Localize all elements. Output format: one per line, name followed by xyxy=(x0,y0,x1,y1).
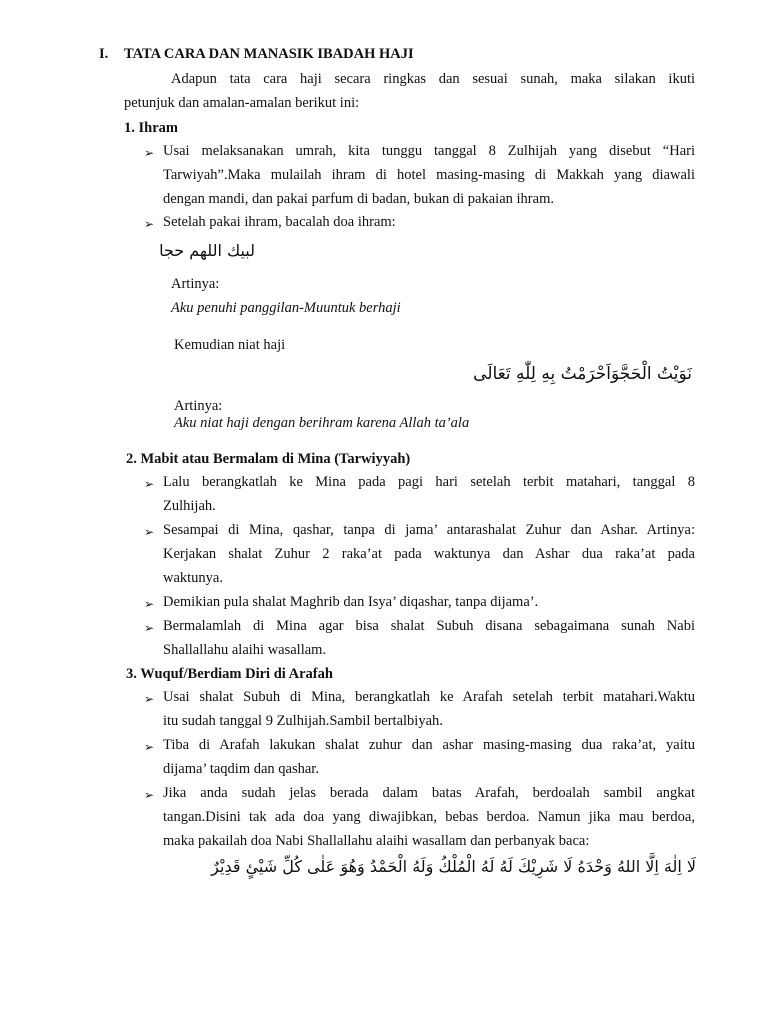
section-number: I. xyxy=(99,46,109,62)
wuquf-bullet3-line1: Jika anda sudah jelas berada dalam batas Arafah, berdoalah sambil angkat xyxy=(163,785,695,801)
artinya-text-1: Aku penuhi panggilan-Muuntuk berhaji xyxy=(171,300,401,316)
wuquf-bullet1-line1: Usai shalat Subuh di Mina, berangkatlah ke Arafah setelah terbit matahari.Waktu xyxy=(163,689,695,705)
niat-label: Kemudian niat haji xyxy=(174,337,286,353)
bullet-arrow-icon: ➢ xyxy=(144,692,155,706)
wuquf-bullet1-line2: itu sudah tanggal 9 Zulhijah.Sambil bertalbiyah. xyxy=(163,713,443,729)
bullet-arrow-icon: ➢ xyxy=(144,597,155,611)
doa-arafah-arabic: لَا اِلٰهَ اِلَّا اللهُ وَحْدَهُ لَا شَرِيْكَ لَهُ لَهُ الْمُلْكُ وَلَهُ الْحَمْدُ وَهُوَ عَلٰى كُلِّ شَيْئٍ قَدِيْرٌ xyxy=(211,857,696,876)
intro-line-2: petunjuk dan amalan-amalan berikut ini: xyxy=(124,95,360,111)
mabit-bullet1-line1: Lalu berangkatlah ke Mina pada pagi hari setelah terbit matahari, tanggal 8 xyxy=(163,474,695,490)
ihram-bullet1-line1: Usai melaksanakan umrah, kita tunggu tanggal 8 Zulhijah yang disebut “Hari xyxy=(163,143,695,159)
mabit-bullet2-line3: waktunya. xyxy=(163,570,223,586)
artinya-label-1: Artinya: xyxy=(171,276,220,292)
mabit-bullet3: Demikian pula shalat Maghrib dan Isya’ diqashar, tanpa dijama’. xyxy=(163,594,539,610)
bullet-arrow-icon: ➢ xyxy=(144,477,155,491)
page-title: TATA CARA DAN MANASIK IBADAH HAJI xyxy=(124,46,414,62)
wuquf-heading: 3. Wuquf/Berdiam Diri di Arafah xyxy=(126,666,333,682)
mabit-bullet4-line2: Shallallahu alaihi wasallam. xyxy=(163,642,327,658)
artinya-text-2: Aku niat haji dengan berihram karena Allah ta’ala xyxy=(174,415,470,431)
ihram-bullet2: Setelah pakai ihram, bacalah doa ihram: xyxy=(163,214,396,230)
bullet-arrow-icon: ➢ xyxy=(144,740,155,754)
doa-ihram-arabic: لبيك اللهم حجا xyxy=(159,241,255,260)
wuquf-bullet2-line2: dijama’ taqdim dan qashar. xyxy=(163,761,319,777)
mabit-bullet4-line1: Bermalamlah di Mina agar bisa shalat Subuh disana sebagaimana sunah Nabi xyxy=(163,618,695,634)
bullet-arrow-icon: ➢ xyxy=(144,788,155,802)
ihram-bullet1-line3: dengan mandi, dan pakai parfum di badan, bukan di pakaian ihram. xyxy=(163,191,554,207)
mabit-bullet2-line2: Kerjakan shalat Zuhur 2 raka’at pada waktunya dan Ashar dua raka’at pada xyxy=(163,546,695,562)
wuquf-bullet2-line1: Tiba di Arafah lakukan shalat zuhur dan ashar masing-masing dua raka’at, yaitu xyxy=(163,737,695,753)
mabit-bullet2-line1: Sesampai di Mina, qashar, tanpa di jama’ antarashalat Zuhur dan Ashar. Artinya: xyxy=(163,522,695,538)
bullet-arrow-icon: ➢ xyxy=(144,621,155,635)
mabit-bullet1-line2: Zulhijah. xyxy=(163,498,216,514)
mabit-heading: 2. Mabit atau Bermalam di Mina (Tarwiyyah) xyxy=(126,451,411,467)
artinya-label-2: Artinya: xyxy=(174,398,223,414)
bullet-arrow-icon: ➢ xyxy=(144,525,155,539)
wuquf-bullet3-line2: tangan.Disini tak ada doa yang diwajibkan, bebas berdoa. Namun jika mau berdoa, xyxy=(163,809,695,825)
intro-line-1: Adapun tata cara haji secara ringkas dan sesuai sunah, maka silakan ikuti xyxy=(171,71,695,87)
ihram-heading: 1. Ihram xyxy=(124,120,178,136)
bullet-arrow-icon: ➢ xyxy=(144,146,155,160)
wuquf-bullet3-line3: maka pakailah doa Nabi Shallallahu alaihi wasallam dan perbanyak baca: xyxy=(163,833,590,849)
ihram-bullet1-line2: Tarwiyah”.Maka mulailah ihram di hotel masing-masing di Makkah yang diawali xyxy=(163,167,695,183)
bullet-arrow-icon: ➢ xyxy=(144,217,155,231)
niat-haji-arabic: نَوَيْتُ الْحَجَّوَاَحْرَمْتُ بِهِ لِلّٰهِ تَعَالَى xyxy=(473,364,692,384)
